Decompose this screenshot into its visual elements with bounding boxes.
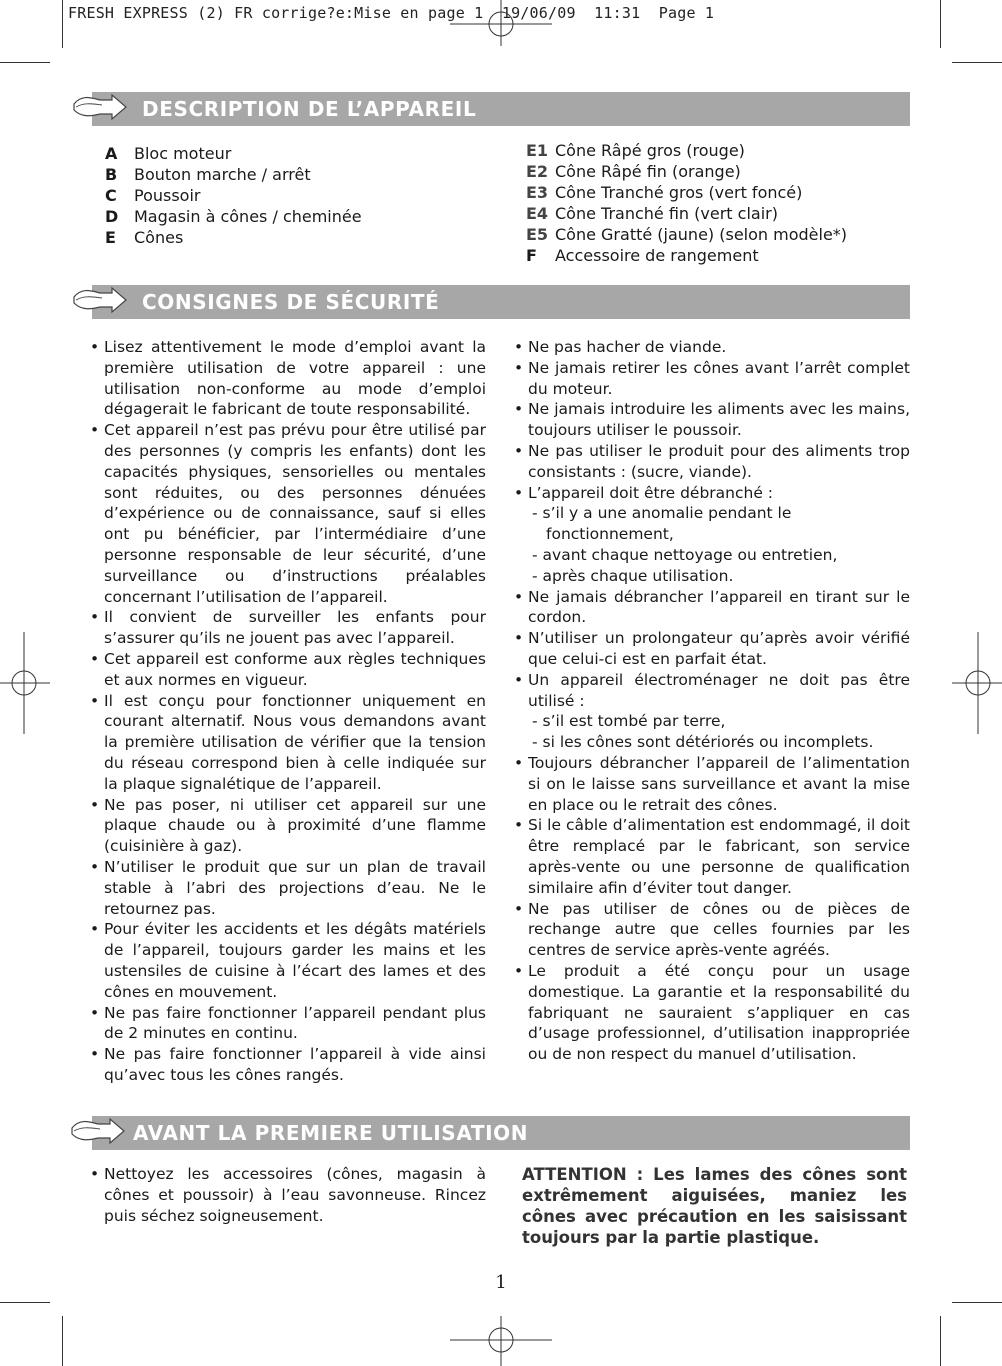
part-item — [526, 140, 847, 161]
crop-mark-bottom-left-horizontal — [0, 1302, 50, 1303]
part-item — [526, 245, 847, 266]
part-item — [526, 182, 847, 203]
part-letter: E1 — [526, 141, 549, 160]
part-letter: B — [105, 165, 118, 184]
attention-warning: ATTENTION : Les lames des cônes sont extrêmement aiguisées, maniez les cônes avec précaution en les saisissant toujours par la partie plastique. — [522, 1165, 907, 1247]
section-banner-safety — [92, 285, 910, 319]
part-item — [105, 164, 362, 185]
safety-item: • N’utiliser le produit que sur un plan de travail stable à l’abri des projections d’eau. Ne le retournez pas. — [90, 857, 486, 919]
safety-subitem: - s’il y a une anomalie pendant le — [532, 504, 792, 523]
safety-item: • Toujours débrancher l’appareil de l’alimentation si on le laisse sans surveillance et avant la mise en place ou le retrait des cônes. — [514, 753, 910, 815]
safety-item: • Le produit a été conçu pour un usage domestique. La garantie et la responsabilité du fabriquant ne sauraient s’appliquer en cas d’usage professionnel, d’utilisation inappropriée ou de non respect du manuel d’utilisation. — [514, 961, 910, 1065]
part-label: Bouton marche / arrêt — [134, 165, 311, 184]
part-letter: A — [105, 144, 118, 163]
crop-mark-bottom-right-horizontal — [952, 1302, 1002, 1303]
part-letter: E4 — [526, 204, 549, 223]
safety-item: • Ne jamais retirer les cônes avant l’arrêt complet du moteur. — [514, 358, 910, 400]
first-use-column-left — [90, 1164, 486, 1226]
safety-item: • Lisez attentivement le mode d’emploi avant la première utilisation de votre appareil : une utilisation non-conforme au mode d’emploi dégagerait le fabricant de toute responsabilité. — [90, 337, 486, 420]
part-label: Cône Tranché fin (vert clair) — [555, 204, 778, 223]
registration-mark-left-icon — [0, 632, 50, 734]
crop-mark-top-right-vertical — [940, 0, 941, 48]
section-title-description: DESCRIPTION DE L’APPAREIL — [142, 97, 477, 121]
part-item — [526, 161, 847, 182]
arrow-icon — [68, 1116, 128, 1148]
section-title-safety: CONSIGNES DE SÉCURITÉ — [142, 290, 440, 314]
part-item — [105, 227, 362, 248]
part-label: Poussoir — [134, 186, 201, 205]
safety-item: • Un appareil électroménager ne doit pas être utilisé : — [514, 670, 910, 712]
safety-item: • Ne pas poser, ni utiliser cet appareil sur une plaque chaude ou à proximité d’une flamme (cuisinière à gaz). — [90, 795, 486, 857]
part-letter: F — [526, 246, 537, 265]
section-banner-description — [92, 92, 910, 126]
safety-item: • Il convient de surveiller les enfants pour s’assurer qu’ils ne jouent pas avec l’appareil. — [90, 607, 486, 649]
page-number: 1 — [495, 1272, 507, 1293]
print-slug: FRESH EXPRESS (2) FR corrige?e:Mise en page 1 19/06/09 11:31 Page 1 — [68, 4, 715, 22]
safety-item: • Ne jamais débrancher l’appareil en tirant sur le cordon. — [514, 587, 910, 629]
part-item — [105, 185, 362, 206]
arrow-icon — [70, 92, 130, 124]
part-letter: E2 — [526, 162, 549, 181]
registration-mark-top-icon — [450, 0, 552, 46]
safety-item: • Ne pas faire fonctionner l’appareil à vide ainsi qu’avec tous les cônes rangés. — [90, 1044, 486, 1086]
safety-item: • Ne jamais introduire les aliments avec les mains, toujours utiliser le poussoir. — [514, 399, 910, 441]
part-letter: E — [105, 228, 116, 247]
part-label: Bloc moteur — [134, 144, 232, 163]
crop-mark-top-left-vertical — [62, 0, 63, 48]
safety-column-right — [514, 337, 910, 1065]
safety-item: • Cet appareil est conforme aux règles techniques et aux normes en vigueur. — [90, 649, 486, 691]
part-item — [526, 203, 847, 224]
section-banner-first-use — [92, 1116, 910, 1150]
part-label: Accessoire de rangement — [555, 246, 759, 265]
safety-item: • N’utiliser un prolongateur qu’après avoir vérifié que celui-ci est en parfait état. — [514, 628, 910, 670]
part-letter: E5 — [526, 225, 549, 244]
safety-column-left — [90, 337, 486, 1086]
part-label: Cône Gratté (jaune) (selon modèle*) — [555, 225, 848, 244]
registration-mark-bottom-icon — [450, 1316, 552, 1366]
parts-list-left — [105, 143, 362, 248]
part-letter: D — [105, 207, 119, 226]
safety-item: • Pour éviter les accidents et les dégâts matériels de l’appareil, toujours garder les mains et les ustensiles de cuisine à l’écart des lames et des cônes en mouvement. — [90, 919, 486, 1002]
part-label: Cône Râpé fin (orange) — [555, 162, 741, 181]
safety-item: • Si le câble d’alimentation est endommagé, il doit être remplacé par le fabricant, son service après-vente ou une personne de qualification similaire afin d’éviter tout danger. — [514, 815, 910, 898]
safety-item: • Ne pas utiliser le produit pour des aliments trop consistants : (sucre, viande). — [514, 441, 910, 483]
registration-mark-right-icon — [952, 632, 1002, 734]
crop-mark-top-left-horizontal — [0, 62, 50, 63]
first-use-item: • Nettoyez les accessoires (cônes, magasin à cônes et poussoir) à l’eau savonneuse. Rincez puis séchez soigneusement. — [90, 1164, 486, 1226]
part-item — [105, 143, 362, 164]
arrow-icon — [70, 285, 130, 317]
crop-mark-bottom-right-vertical — [940, 1316, 941, 1366]
safety-subitem: - s’il est tombé par terre, — [532, 712, 726, 731]
safety-item: • Ne pas utiliser de cônes ou de pièces de rechange autre que celles fournies par les centres de service après-vente agréés. — [514, 899, 910, 961]
safety-subitem: fonctionnement, — [546, 525, 674, 544]
part-item — [105, 206, 362, 227]
part-letter: C — [105, 186, 117, 205]
part-label: Cônes — [134, 228, 184, 247]
safety-item: • Il est conçu pour fonctionner uniquement en courant alternatif. Nous vous demandons avant la première utilisation de vérifier que la tension du réseau correspond bien à celle indiquée sur la plaque signalétique de l’appareil. — [90, 691, 486, 795]
safety-subitem: - si les cônes sont détériorés ou incomplets. — [532, 733, 874, 752]
parts-list-right — [526, 140, 847, 266]
crop-mark-top-right-horizontal — [952, 62, 1002, 63]
safety-item: • L’appareil doit être débranché : — [514, 483, 910, 504]
safety-item: • Ne pas faire fonctionner l’appareil pendant plus de 2 minutes en continu. — [90, 1003, 486, 1045]
crop-mark-bottom-left-vertical — [62, 1316, 63, 1366]
safety-item: • Ne pas hacher de viande. — [514, 337, 910, 358]
safety-subitem: - avant chaque nettoyage ou entretien, — [532, 545, 838, 564]
section-title-first-use: AVANT LA PREMIERE UTILISATION — [133, 1121, 529, 1145]
part-item — [526, 224, 847, 245]
safety-item: • Cet appareil n’est pas prévu pour être utilisé par des personnes (y compris les enfants) dont les capacités physiques, sensorielles ou mentales sont réduites, ou des personnes dénuées d’expérience ou de connaissance, sauf si elles ont pu bénéficier, par l’intermédiaire d’une personne responsable de leur sécurité, d’une surveillance ou d’instructions préalables concernant l’utilisation de l’appareil. — [90, 420, 486, 607]
part-letter: E3 — [526, 183, 549, 202]
part-label: Cône Râpé gros (rouge) — [555, 141, 745, 160]
part-label: Cône Tranché gros (vert foncé) — [555, 183, 803, 202]
safety-subitem: - après chaque utilisation. — [532, 566, 734, 585]
part-label: Magasin à cônes / cheminée — [134, 207, 362, 226]
